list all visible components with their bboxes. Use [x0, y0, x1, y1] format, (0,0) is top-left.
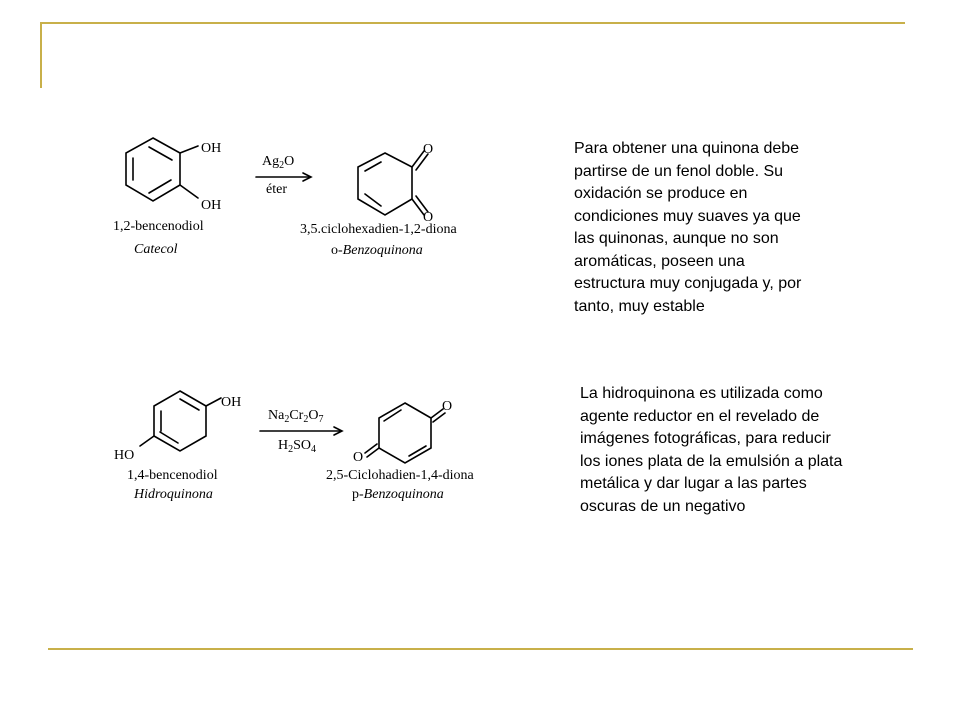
o-benzoquinone-structure — [358, 151, 428, 215]
catechol-oh-bottom: OH — [201, 198, 222, 213]
o-quinone-o-top: O — [423, 142, 434, 157]
reaction-arrow-2 — [260, 427, 342, 435]
reagent-dichromate: $Na_2Cr_2O_7$ — [268, 408, 324, 425]
o-quinone-o-bottom: O — [423, 210, 434, 225]
hydroquinone-oh: OH — [221, 395, 242, 410]
reagent-solvent: éter — [266, 182, 287, 197]
o-quinone-iupac-name: 3,5.ciclohexadien-1,2-diona — [300, 222, 457, 237]
hydroquinone-explanation-text: La hidroquinona es utilizada como agente reductor en el revelado de imágenes fotográficas, para reducir los iones plata de la emulsión a plata metálica y dar lugar a las partes oscuras de un negativo — [580, 385, 843, 515]
hydroquinone-iupac-name: 1,4-bencenodiol — [127, 468, 218, 483]
p-benzoquinone-structure — [365, 403, 445, 463]
o-quinone-common-name: o-Benzoquinona — [331, 243, 423, 258]
reagent-sulfuric-acid: $H_2SO_4$ — [278, 438, 317, 455]
hydroquinone-common-name: Hidroquinona — [134, 487, 213, 502]
p-quinone-o-left: O — [353, 450, 364, 465]
p-quinone-o-right: O — [442, 399, 453, 414]
quinone-explanation-text: Para obtener una quinona debe partirse de un fenol doble. Su oxidación se produce en condiciones muy suaves ya que las quinonas, aunque no son aromáticas, poseen una estructura muy conjugada y, por tanto, muy estable — [574, 140, 802, 315]
hydroquinone-ho: HO — [114, 448, 135, 463]
p-quinone-iupac-name: 2,5-Ciclohadien-1,4-diona — [326, 468, 474, 483]
hydroquinone-structure — [140, 391, 221, 451]
reagent-ag2o: $Ag_2O$ — [262, 154, 295, 171]
reaction-arrow-1 — [256, 173, 311, 181]
catechol-common-name: Catecol — [134, 242, 178, 257]
catechol-iupac-name: 1,2-bencenodiol — [113, 219, 204, 234]
p-quinone-common-name: p-Benzoquinona — [352, 487, 444, 502]
catechol-oh-top: OH — [201, 141, 222, 156]
catechol-structure — [126, 138, 198, 201]
